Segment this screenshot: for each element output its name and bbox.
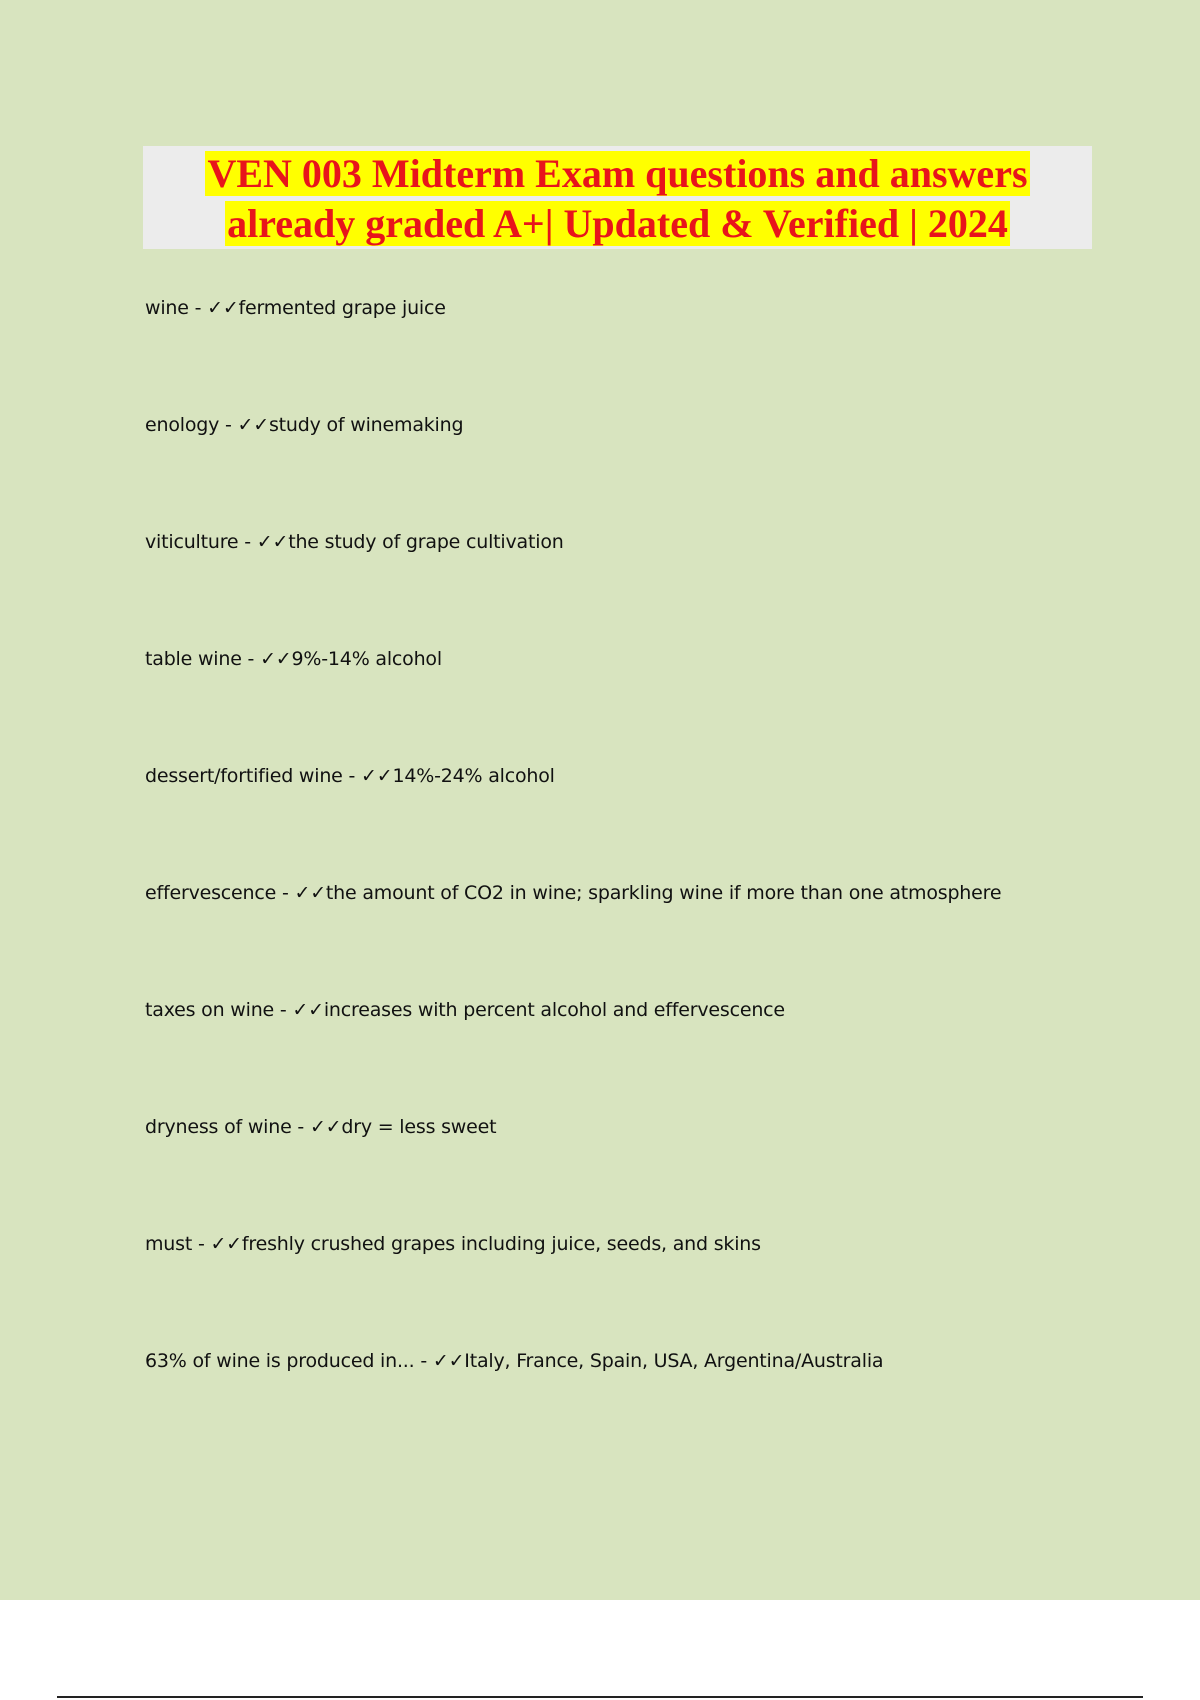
qa-term: taxes on wine xyxy=(145,999,275,1021)
double-check-icon: ✓✓ xyxy=(260,648,292,670)
qa-answer: increases with percent alcohol and effervescence xyxy=(323,999,785,1021)
qa-answer: freshly crushed grapes including juice, seeds, and skins xyxy=(241,1233,761,1255)
qa-separator: - xyxy=(238,531,257,553)
qa-term: must xyxy=(145,1233,193,1255)
double-check-icon: ✓✓ xyxy=(256,531,289,553)
double-check-icon: ✓✓ xyxy=(237,414,269,436)
qa-item xyxy=(145,1113,1145,1230)
qa-term: effervescence xyxy=(145,882,277,904)
qa-answer: the amount of CO2 in wine; sparkling wine if more than one atmosphere xyxy=(325,882,1002,904)
qa-separator: - xyxy=(414,1350,433,1372)
title-line-2: already graded A+| Updated & Verified | 2024 xyxy=(227,201,1008,246)
qa-separator: - xyxy=(219,414,238,436)
qa-answer: 14%-24% alcohol xyxy=(392,765,555,787)
qa-item xyxy=(145,645,1145,762)
qa-term: 63% of wine is produced in... xyxy=(145,1350,415,1372)
qa-term: enology xyxy=(145,414,220,436)
double-check-icon: ✓✓ xyxy=(292,999,324,1021)
footer-divider xyxy=(57,1696,1143,1698)
qa-answer: dry = less sweet xyxy=(341,1116,497,1138)
qa-item xyxy=(145,1347,1145,1464)
double-check-icon: ✓✓ xyxy=(432,1350,465,1372)
title-box xyxy=(143,146,1092,249)
qa-answer: 9%-14% alcohol xyxy=(291,648,442,670)
qa-item xyxy=(145,294,1145,411)
double-check-icon: ✓✓ xyxy=(309,1116,342,1138)
qa-item xyxy=(145,762,1145,879)
qa-term: dessert/fortified wine xyxy=(145,765,343,787)
qa-answer: Italy, France, Spain, USA, Argentina/Australia xyxy=(464,1350,884,1372)
qa-term: viticulture xyxy=(145,531,239,553)
qa-item xyxy=(145,879,1145,996)
qa-answer: the study of grape cultivation xyxy=(288,531,564,553)
double-check-icon: ✓✓ xyxy=(294,882,326,904)
qa-item xyxy=(145,411,1145,528)
double-check-icon: ✓✓ xyxy=(207,297,239,319)
double-check-icon: ✓✓ xyxy=(361,765,393,787)
qa-separator: - xyxy=(291,1116,310,1138)
qa-list xyxy=(145,294,1145,1464)
qa-separator: - xyxy=(188,297,208,319)
qa-item xyxy=(145,1230,1145,1347)
qa-separator: - xyxy=(276,882,295,904)
qa-answer: fermented grape juice xyxy=(238,297,446,319)
qa-separator: - xyxy=(342,765,362,787)
double-check-icon: ✓✓ xyxy=(210,1233,242,1255)
qa-answer: study of winemaking xyxy=(268,414,464,436)
qa-term: wine xyxy=(145,297,189,319)
qa-term: table wine xyxy=(145,648,242,670)
qa-term: dryness of wine xyxy=(145,1116,292,1138)
qa-separator: - xyxy=(241,648,261,670)
title-line-1: VEN 003 Midterm Exam questions and answers xyxy=(207,151,1028,196)
qa-item xyxy=(145,996,1145,1113)
qa-separator: - xyxy=(192,1233,211,1255)
qa-item xyxy=(145,528,1145,645)
qa-separator: - xyxy=(274,999,293,1021)
